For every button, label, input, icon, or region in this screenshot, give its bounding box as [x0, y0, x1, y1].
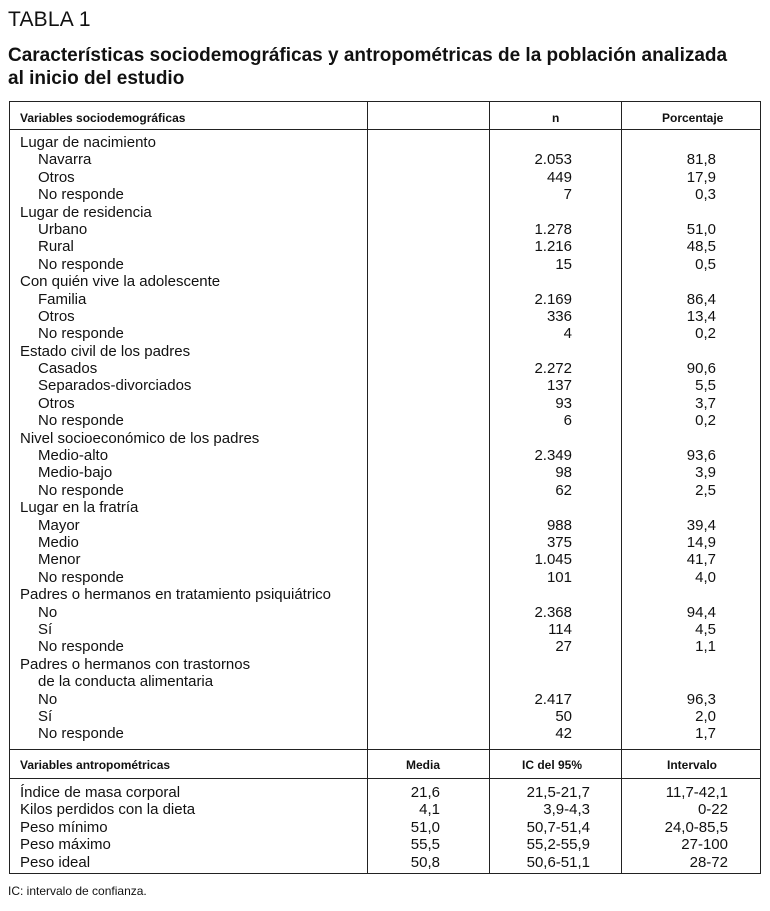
row-n: 6: [563, 412, 572, 430]
row-percentage: 0,5: [695, 255, 716, 273]
row-label: Otros: [38, 307, 75, 325]
row-intervalo: 0-22: [697, 801, 728, 819]
row-n: 988: [546, 516, 572, 534]
row-n: 2.368: [534, 603, 572, 621]
row-n: 114: [548, 620, 572, 638]
header-intervalo: Intervalo: [667, 758, 718, 772]
row-percentage: 39,4: [686, 516, 716, 534]
table-row: [10, 801, 760, 818]
row-n: 336: [546, 307, 572, 325]
table-row: [10, 482, 760, 499]
row-label: Nivel socioeconómico de los padres: [20, 429, 260, 447]
table-row: [10, 551, 760, 568]
table-row: [10, 784, 760, 801]
row-n: 1.278: [534, 220, 572, 238]
row-n: 449: [546, 168, 572, 186]
row-label: Sí: [38, 707, 53, 725]
table-title-line1: Características sociodemográficas y antropométricas de la población analizada: [8, 45, 728, 66]
row-percentage: 4,0: [695, 568, 716, 586]
row-label: Peso mínimo: [20, 818, 108, 836]
row-n: 98: [555, 464, 572, 482]
row-label: No responde: [38, 186, 124, 204]
row-label: Estado civil de los padres: [20, 342, 191, 360]
row-label: Padres o hermanos con trastornos: [20, 655, 251, 673]
table-row: [10, 395, 760, 412]
row-intervalo: 28-72: [689, 853, 728, 871]
row-n: 2.349: [534, 447, 572, 465]
row-intervalo: 11,7-42,1: [665, 784, 728, 801]
table-row: [10, 151, 760, 168]
socio-rows: [10, 134, 760, 743]
table-row: [10, 360, 760, 377]
table-row: [10, 134, 760, 151]
row-label: No responde: [38, 412, 124, 430]
row-label: Navarra: [38, 151, 92, 169]
row-media: 4,1: [419, 801, 440, 819]
row-n: 1.045: [534, 551, 572, 569]
header-divider: [10, 778, 760, 779]
row-ic: 3,9-4,3: [543, 801, 590, 819]
row-label: Peso ideal: [20, 853, 91, 871]
table-row: [10, 836, 760, 853]
row-label: Peso máximo: [20, 836, 111, 854]
table-row: [10, 186, 760, 203]
row-percentage: 1,1: [695, 638, 716, 656]
row-percentage: 5,5: [695, 377, 716, 395]
table-row: [10, 517, 760, 534]
row-media: 21,6: [410, 784, 440, 801]
row-label: No responde: [38, 255, 124, 273]
section-divider: [10, 749, 760, 750]
row-label: No responde: [38, 481, 124, 499]
table-row: [10, 308, 760, 325]
row-intervalo: 27-100: [681, 836, 728, 854]
table-row: [10, 586, 760, 603]
table-row: [10, 819, 760, 836]
header-variables-antro: Variables antropométricas: [20, 758, 171, 772]
table-row: [10, 708, 760, 725]
row-media: 55,5: [410, 836, 440, 854]
row-label: Medio: [38, 533, 79, 551]
table-row: [10, 430, 760, 447]
row-n: 4: [563, 325, 572, 343]
row-n: 27: [555, 638, 572, 656]
row-label: Kilos perdidos con la dieta: [20, 801, 196, 819]
row-n: 2.053: [534, 151, 572, 169]
row-label: Medio-bajo: [38, 464, 113, 482]
row-percentage: 0,3: [695, 186, 716, 204]
table-row: [10, 691, 760, 708]
table-footnote: IC: intervalo de confianza.: [8, 884, 147, 898]
header-ic: IC del 95%: [522, 758, 583, 772]
row-percentage: 96,3: [686, 690, 716, 708]
row-label: Medio-alto: [38, 447, 109, 465]
row-label: Con quién vive la adolescente: [20, 273, 221, 291]
row-n: 50: [555, 707, 572, 725]
row-n: 15: [555, 255, 572, 273]
row-n: 2.272: [534, 360, 572, 378]
row-label: Rural: [38, 238, 74, 256]
table-row: [10, 725, 760, 742]
table-row: [10, 604, 760, 621]
row-n: 137: [546, 377, 572, 395]
row-n: 42: [555, 725, 572, 743]
table-row: [10, 377, 760, 394]
table-row: [10, 343, 760, 360]
row-n: 375: [546, 533, 572, 551]
row-label: Índice de masa corporal: [20, 784, 181, 801]
table-row: [10, 499, 760, 516]
row-percentage: 2,0: [695, 707, 716, 725]
table-row: [10, 291, 760, 308]
row-percentage: 41,7: [686, 551, 716, 569]
table-row: [10, 638, 760, 655]
row-ic: 21,5-21,7: [526, 784, 590, 801]
row-ic: 50,6-51,1: [526, 853, 590, 871]
row-label: Sí: [38, 620, 53, 638]
row-percentage: 48,5: [686, 238, 716, 256]
table-row: [10, 256, 760, 273]
row-label: Urbano: [38, 220, 88, 238]
row-label: Lugar de residencia: [20, 203, 152, 221]
row-media: 51,0: [410, 818, 440, 836]
table-row: [10, 621, 760, 638]
row-label: Casados: [38, 360, 98, 378]
table-label: TABLA 1: [8, 8, 91, 31]
row-label: No: [38, 603, 58, 621]
table-row: [10, 325, 760, 342]
table-row: [10, 221, 760, 238]
row-label: Lugar de nacimiento: [20, 134, 156, 151]
row-percentage: 3,7: [695, 394, 716, 412]
table-row: [10, 273, 760, 290]
row-percentage: 4,5: [695, 620, 716, 638]
header-n: n: [552, 111, 560, 125]
row-label: No: [38, 690, 58, 708]
table-row: [10, 534, 760, 551]
row-label: Otros: [38, 168, 75, 186]
row-ic: 55,2-55,9: [526, 836, 590, 854]
data-table: [9, 101, 761, 874]
row-n: 101: [546, 568, 572, 586]
row-label: No responde: [38, 325, 124, 343]
table-title: [8, 44, 758, 90]
table-row: [10, 169, 760, 186]
row-label: Familia: [38, 290, 87, 308]
row-label: No responde: [38, 638, 124, 656]
row-label: No responde: [38, 725, 124, 743]
row-percentage: 1,7: [695, 725, 716, 743]
table-row: [10, 204, 760, 221]
row-label: Menor: [38, 551, 81, 569]
row-label: Lugar en la fratría: [20, 499, 139, 517]
row-intervalo: 24,0-85,5: [664, 818, 728, 836]
table-row: [10, 464, 760, 481]
row-percentage: 3,9: [695, 464, 716, 482]
table-row: [10, 238, 760, 255]
header-media: Media: [406, 758, 441, 772]
table-row: [10, 412, 760, 429]
row-label: Otros: [38, 394, 75, 412]
row-percentage: 0,2: [695, 325, 716, 343]
row-ic: 50,7-51,4: [526, 818, 590, 836]
row-percentage: 94,4: [686, 603, 716, 621]
header-variables-socio: Variables sociodemográficas: [20, 111, 186, 125]
row-label: No responde: [38, 568, 124, 586]
table-row: [10, 447, 760, 464]
row-media: 50,8: [410, 853, 440, 871]
header-porcentaje: Porcentaje: [662, 111, 724, 125]
row-label: de la conducta alimentaria: [38, 673, 214, 691]
row-n: 7: [563, 186, 572, 204]
row-percentage: 93,6: [686, 447, 716, 465]
row-percentage: 2,5: [695, 481, 716, 499]
table-row: [10, 569, 760, 586]
header-divider: [10, 129, 760, 130]
row-label: Mayor: [38, 516, 80, 534]
table-row: [10, 854, 760, 871]
row-n: 93: [555, 394, 572, 412]
row-n: 2.169: [534, 290, 572, 308]
row-label: Separados-divorciados: [38, 377, 192, 395]
table-row: [10, 656, 760, 673]
table-title-line2: al inicio del estudio: [8, 68, 185, 89]
row-percentage: 51,0: [686, 220, 716, 238]
row-label: Padres o hermanos en tratamiento psiquiátrico: [20, 586, 332, 604]
row-percentage: 13,4: [686, 307, 716, 325]
row-percentage: 14,9: [686, 533, 716, 551]
row-n: 2.417: [534, 690, 572, 708]
row-n: 62: [555, 481, 572, 499]
anthro-rows: [10, 784, 760, 871]
row-percentage: 90,6: [686, 360, 716, 378]
row-percentage: 17,9: [686, 168, 716, 186]
table-row: [10, 673, 760, 690]
row-n: 1.216: [534, 238, 572, 256]
row-percentage: 86,4: [686, 290, 716, 308]
row-percentage: 81,8: [686, 151, 716, 169]
row-percentage: 0,2: [695, 412, 716, 430]
